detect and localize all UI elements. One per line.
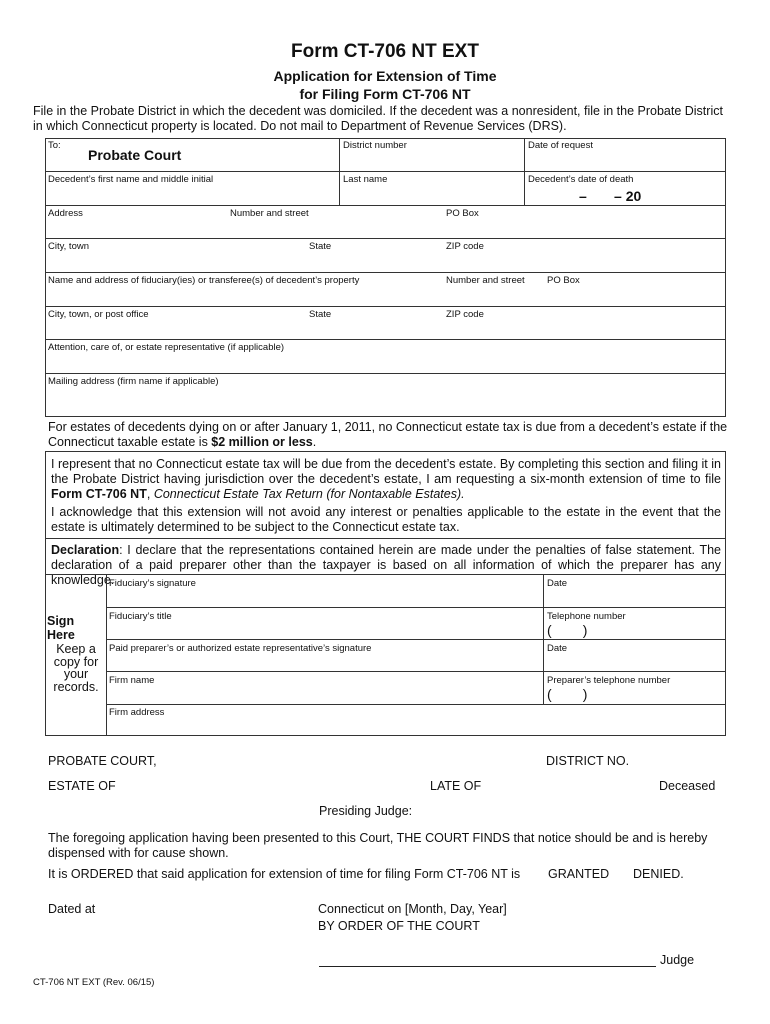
form-subtitle-2: for Filing Form CT-706 NT bbox=[299, 86, 471, 102]
estate-of-label: ESTATE OF bbox=[48, 779, 116, 793]
probate-court-field[interactable]: Probate Court bbox=[88, 147, 182, 163]
estate-tax-notice: For estates of decedents dying on or after January 1, 2011, no Connecticut estate tax is due from a decedent’s estate if the Connecticut taxable estate is $2 million or less. bbox=[48, 420, 728, 449]
po-box-field[interactable]: PO Box bbox=[446, 208, 479, 219]
to-label: To: bbox=[48, 140, 61, 151]
late-of-label: LATE OF bbox=[430, 779, 482, 793]
form-title: Form CT-706 NT EXT bbox=[291, 41, 479, 62]
filing-instructions: File in the Probate District in which the decedent was domiciled. If the decedent was a nonresident, file in the Probate District in which Connecticut property is located. Do not mail to Department of Revenue Services (DRS). bbox=[33, 104, 723, 133]
presiding-judge-label: Presiding Judge: bbox=[319, 804, 413, 818]
last-name-field[interactable]: Last name bbox=[343, 174, 388, 185]
preparer-signature-field[interactable]: Paid preparer’s or authorized estate representative’s signature bbox=[109, 643, 372, 654]
form-subtitle-1: Application for Extension of Time bbox=[273, 68, 497, 84]
by-order-label: BY ORDER OF THE COURT bbox=[318, 919, 480, 933]
acknowledgement-paragraph: I acknowledge that this extension will not avoid any interest or penalties applicable to the estate in the event that the estate is ultimately determined to be subject to the Connecticut estate tax. bbox=[51, 505, 721, 534]
first-name-field[interactable]: Decedent’s first name and middle initial bbox=[48, 174, 214, 185]
fiduciary-zip-field[interactable]: ZIP code bbox=[446, 309, 484, 320]
date-of-death-value: – – 20 bbox=[579, 188, 642, 204]
keep-copy-note: Keep a copy for your records. bbox=[53, 642, 99, 694]
court-finding: The foregoing application having been presented to this Court, THE COURT FINDS that notice should be and is hereby dispensed with for cause shown. bbox=[48, 831, 708, 860]
judge-signature-line[interactable] bbox=[319, 966, 656, 967]
firm-name-field[interactable]: Firm name bbox=[109, 675, 155, 686]
fiduciary-signature-field[interactable]: Fiduciary’s signature bbox=[109, 578, 196, 589]
signature-date-field[interactable]: Date bbox=[547, 578, 568, 589]
telephone-area-code[interactable]: ( ) bbox=[547, 622, 588, 638]
fiduciary-name-field[interactable]: Name and address of fiduciary(ies) or transferee(s) of decedent’s property bbox=[48, 275, 360, 286]
court-order: It is ORDERED that said application for extension of time for filing Form CT-706 NT is bbox=[48, 867, 521, 881]
telephone-field[interactable]: Telephone number bbox=[547, 611, 626, 622]
firm-address-field[interactable]: Firm address bbox=[109, 707, 165, 718]
preparer-date-field[interactable]: Date bbox=[547, 643, 568, 654]
declaration-paragraph: Declaration: I declare that the representations contained herein are made under the penalties of false statement. The declaration of a paid preparer other than the taxpayer is based on all information of which the preparer has any knowledge. bbox=[51, 543, 721, 587]
form-revision: CT-706 NT EXT (Rev. 06/15) bbox=[33, 977, 155, 988]
denied-option[interactable]: DENIED. bbox=[633, 867, 684, 881]
district-no-label: DISTRICT NO. bbox=[546, 754, 630, 768]
fiduciary-state-field[interactable]: State bbox=[309, 309, 332, 320]
fiduciary-po-box-field[interactable]: PO Box bbox=[547, 275, 580, 286]
sign-here-label: Sign Here bbox=[47, 614, 75, 642]
date-of-request-field[interactable]: Date of request bbox=[528, 140, 593, 151]
mailing-address-field[interactable]: Mailing address (firm name if applicable) bbox=[48, 376, 219, 387]
representation-paragraph: I represent that no Connecticut estate tax will be due from the decedent’s estate. By completing this section and filing it in the Probate District having jurisdiction over the decedent’s estate, I am requesting a six-month extension of time to file Form CT-706 NT, Connecticut Estate Tax Return (for Nontaxable Estates). bbox=[51, 457, 721, 501]
fiduciary-title-field[interactable]: Fiduciary’s title bbox=[109, 611, 172, 622]
probate-court-label: PROBATE COURT, bbox=[48, 754, 157, 768]
preparer-telephone-area-code[interactable]: ( ) bbox=[547, 686, 588, 702]
city-town-field[interactable]: City, town bbox=[48, 241, 90, 252]
fiduciary-city-field[interactable]: City, town, or post office bbox=[48, 309, 149, 320]
dated-at-label: Dated at bbox=[48, 902, 96, 916]
deceased-label: Deceased bbox=[659, 779, 716, 793]
date-of-death-field[interactable]: Decedent’s date of death bbox=[528, 174, 634, 185]
address-label: Address bbox=[48, 208, 83, 219]
connecticut-on-label: Connecticut on [Month, Day, Year] bbox=[318, 902, 507, 916]
granted-option[interactable]: GRANTED bbox=[548, 867, 610, 881]
state-field[interactable]: State bbox=[309, 241, 332, 252]
number-street-field[interactable]: Number and street bbox=[230, 208, 309, 219]
zip-code-field[interactable]: ZIP code bbox=[446, 241, 484, 252]
fiduciary-number-street-field[interactable]: Number and street bbox=[446, 275, 525, 286]
judge-label: Judge bbox=[660, 953, 695, 967]
attention-field[interactable]: Attention, care of, or estate representative (if applicable) bbox=[48, 342, 285, 353]
preparer-telephone-field[interactable]: Preparer’s telephone number bbox=[547, 675, 671, 686]
district-number-field[interactable]: District number bbox=[343, 140, 407, 151]
